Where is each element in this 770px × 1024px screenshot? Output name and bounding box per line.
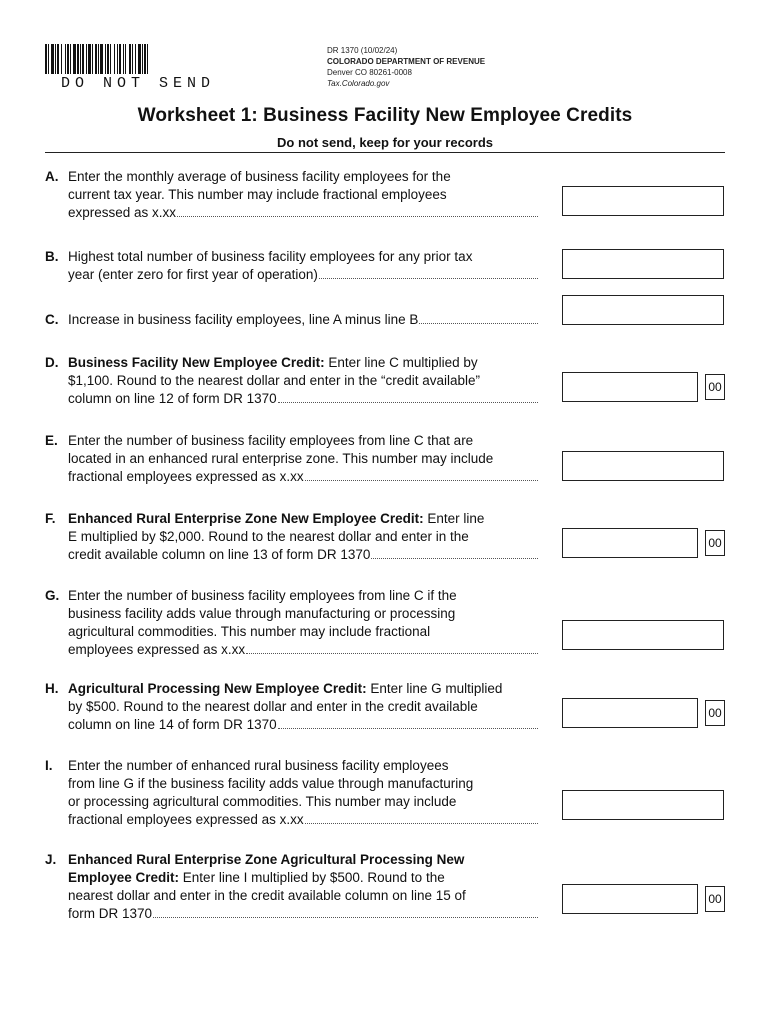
line-a	[45, 168, 545, 222]
page-subtitle: Do not send, keep for your records	[277, 135, 493, 150]
agency-address: Denver CO 80261-0008	[327, 68, 412, 77]
line-letter: C.	[45, 312, 59, 327]
line-d	[45, 354, 545, 408]
title-divider	[45, 152, 725, 153]
line-g-input[interactable]	[562, 620, 724, 650]
line-d-cents: 00	[705, 374, 725, 400]
line-text: business facility adds value through manufacturing or processing	[68, 606, 456, 621]
line-h-cents: 00	[705, 700, 725, 726]
line-f-input[interactable]	[562, 528, 698, 558]
line-h-input[interactable]	[562, 698, 698, 728]
line-g	[45, 587, 545, 659]
line-text: Enter the number of business facility employees from line C that are	[68, 433, 474, 448]
agency-block	[327, 45, 485, 89]
line-heading: Enhanced Rural Enterprise Zone New Employee Credit:	[68, 511, 424, 526]
dot-leader	[305, 811, 538, 824]
line-text: nearest dollar and enter in the credit available column on line 15 of	[68, 888, 466, 903]
line-text: located in an enhanced rural enterprise zone. This number may include	[68, 451, 494, 466]
line-letter: J.	[45, 852, 57, 867]
dot-leader	[319, 266, 538, 279]
line-i-input[interactable]	[562, 790, 724, 820]
dot-leader	[177, 204, 538, 217]
line-text: from line G if the business facility adds value through manufacturing	[68, 776, 474, 791]
line-text: expressed as x.xx	[68, 205, 177, 220]
line-letter: I.	[45, 758, 53, 773]
line-heading: Enhanced Rural Enterprise Zone Agricultural Processing New	[68, 852, 465, 867]
line-j	[45, 851, 545, 923]
barcode	[45, 44, 225, 74]
line-text: current tax year. This number may include fractional employees	[68, 187, 447, 202]
line-heading: Employee Credit:	[68, 870, 180, 885]
line-text: column on line 12 of form DR 1370	[68, 391, 277, 406]
line-d-input[interactable]	[562, 372, 698, 402]
line-text: year (enter zero for first year of operation)	[68, 267, 318, 282]
line-letter: H.	[45, 681, 59, 696]
line-a-input[interactable]	[562, 186, 724, 216]
line-text: Enter line C multiplied by	[328, 355, 478, 370]
dot-leader	[278, 390, 538, 403]
agency-website: Tax.Colorado.gov	[327, 79, 390, 88]
line-h	[45, 680, 545, 734]
dot-leader	[246, 641, 538, 654]
line-text: or processing agricultural commodities. This number may include	[68, 794, 457, 809]
line-c	[45, 311, 545, 329]
line-i	[45, 757, 545, 829]
line-c-input[interactable]	[562, 295, 724, 325]
barcode-caption: DO NOT SEND	[61, 75, 216, 92]
barcode-block	[45, 44, 227, 92]
line-text: Enter the number of enhanced rural business facility employees	[68, 758, 449, 773]
line-text: by $500. Round to the nearest dollar and enter in the credit available	[68, 699, 478, 714]
line-text: agricultural commodities. This number may include fractional	[68, 624, 431, 639]
dot-leader	[305, 468, 538, 481]
line-heading: Business Facility New Employee Credit:	[68, 355, 325, 370]
line-text: Enter the monthly average of business facility employees for the	[68, 169, 451, 184]
line-text: Enter line	[427, 511, 485, 526]
line-letter: F.	[45, 511, 56, 526]
dot-leader	[153, 905, 538, 918]
line-text: Enter the number of business facility employees from line C if the	[68, 588, 457, 603]
line-e	[45, 432, 545, 486]
line-text: credit available column on line 13 of form DR 1370	[68, 547, 371, 562]
line-text: employees expressed as x.xx	[68, 642, 246, 657]
line-text: form DR 1370	[68, 906, 153, 921]
line-letter: E.	[45, 433, 58, 448]
line-text: fractional employees expressed as x.xx	[68, 469, 304, 484]
dot-leader	[419, 311, 538, 324]
line-letter: A.	[45, 169, 59, 184]
line-b	[45, 248, 545, 284]
line-text: column on line 14 of form DR 1370	[68, 717, 277, 732]
line-text: E multiplied by $2,000. Round to the nearest dollar and enter in the	[68, 529, 469, 544]
line-letter: B.	[45, 249, 59, 264]
line-j-input[interactable]	[562, 884, 698, 914]
agency-name: COLORADO DEPARTMENT OF REVENUE	[327, 57, 486, 66]
dot-leader	[371, 546, 538, 559]
line-text: Highest total number of business facility employees for any prior tax	[68, 249, 473, 264]
form-id: DR 1370 (10/02/24)	[327, 46, 398, 55]
line-text: Enter line I multiplied by $500. Round to the	[182, 870, 445, 885]
line-letter: D.	[45, 355, 59, 370]
page-title: Worksheet 1: Business Facility New Employee Credits	[137, 105, 633, 126]
line-letter: G.	[45, 588, 60, 603]
line-text: Increase in business facility employees, line A minus line B	[68, 312, 419, 327]
line-heading: Agricultural Processing New Employee Credit:	[68, 681, 367, 696]
line-e-input[interactable]	[562, 451, 724, 481]
dot-leader	[278, 716, 538, 729]
line-f-cents: 00	[705, 530, 725, 556]
line-text: fractional employees expressed as x.xx	[68, 812, 304, 827]
line-text: $1,100. Round to the nearest dollar and enter in the “credit available”	[68, 373, 481, 388]
line-j-cents: 00	[705, 886, 725, 912]
line-text: Enter line G multiplied	[370, 681, 503, 696]
line-f	[45, 510, 545, 564]
line-b-input[interactable]	[562, 249, 724, 279]
